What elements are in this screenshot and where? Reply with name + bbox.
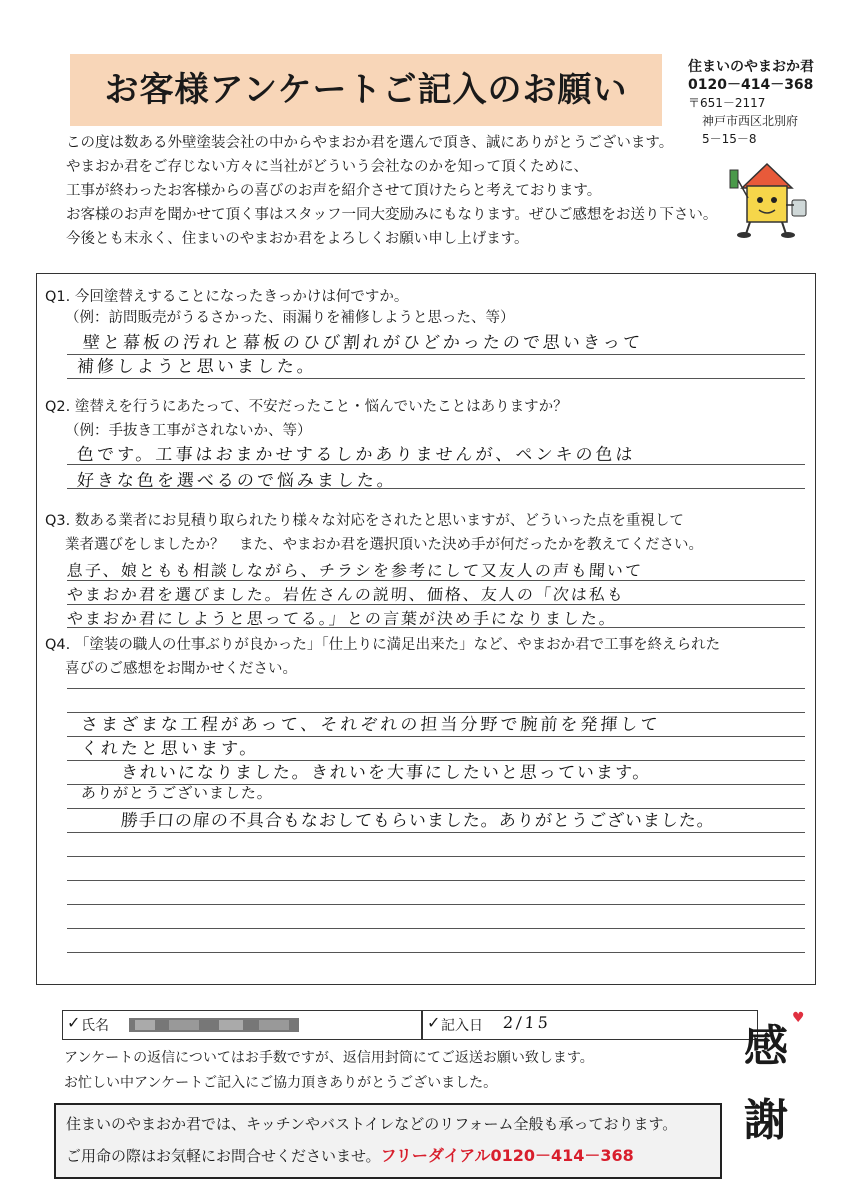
answer-3-line: やまおか君にしようと思ってる。」との言葉が決め手になりました。 <box>66 609 618 628</box>
footnote <box>64 1046 594 1096</box>
answer-line <box>67 928 805 929</box>
answer-1-line: 補修しようと思いました。 <box>76 357 318 377</box>
promo-line-2-text: ご用命の際はお気軽にお問合せくださいませ。 <box>66 1147 381 1165</box>
answer-line <box>67 378 805 379</box>
intro-line: やまおか君をご存じない方々に当社がどういう会社なのかを知って頂くために、 <box>66 159 588 175</box>
answer-4-line: 勝手口の扉の不具合もなおしてもらいました。ありがとうございました。 <box>120 811 716 831</box>
heart-icon: ♥ <box>792 1010 805 1026</box>
name-field <box>62 1010 422 1040</box>
answer-3-line: 息子、娘ともも相談しながら、チラシを参考にして又友人の声も聞いて <box>66 561 644 580</box>
company-address-1: 神戸市西区北別府 <box>702 114 799 128</box>
free-dial-phone[interactable]: フリーダイアル0120－414－368 <box>380 1146 634 1165</box>
answer-3-line: やまおか君を選びました。岩佐さんの説明、価格、友人の「次は私も <box>66 585 626 604</box>
question-1: Q1. 今回塗替えすることになったきっかけは何ですか。 <box>45 289 409 305</box>
redacted-name-icon <box>129 1016 299 1034</box>
title-banner <box>70 54 662 126</box>
question-1-example: （例：訪問販売がうるさかった、雨漏りを補修しようと思った、等） <box>65 310 515 326</box>
date-field <box>422 1010 758 1040</box>
company-info <box>688 58 814 148</box>
check-mark: ✓ <box>427 1013 441 1032</box>
company-phone: 0120－414－368 <box>688 77 814 93</box>
thanks-char-2: 謝 <box>744 1095 788 1146</box>
question-3: Q3. 数ある業者にお見積り取られたり様々な対応をされたと思いますが、どういった点を重視して <box>45 513 684 529</box>
answer-2-line: 好きな色を選べるので悩みました。 <box>76 471 398 491</box>
answer-2-line: 色です。工事はおまかせするしかありませんが、ペンキの色は <box>76 445 637 465</box>
answer-4-line: きれいになりました。きれいを大事にしたいと思っています。 <box>120 763 653 783</box>
intro-line: 今後とも末永く、住まいのやまおか君をよろしくお願い申し上げます。 <box>66 231 529 247</box>
question-4: Q4. 「塗装の職人の仕事ぶりが良かった」「仕上りに満足出来た」など、やまおか君で工事を終えられた <box>45 637 721 653</box>
date-value: 2/15 <box>502 1013 552 1032</box>
answer-4-line: さまざまな工程があって、それぞれの担当分野で腕前を発揮して <box>80 715 662 735</box>
footnote-line: お忙しい中アンケートご記入にご協力頂きありがとうございました。 <box>64 1075 498 1091</box>
question-2: Q2. 塗替えを行うにあたって、不安だったこと・悩んでいたことはありますか？ <box>45 399 568 415</box>
reform-promo-box <box>54 1103 722 1179</box>
answer-4-line: くれたと思います。 <box>80 739 261 759</box>
question-3-line-2: 業者選びをしましたか？ また、やまおか君を選択頂いた決め手が何だったかを教えてください。 <box>65 537 703 553</box>
answer-4-line: ありがとうございました。 <box>80 784 274 802</box>
promo-line-2 <box>66 1143 634 1166</box>
date-label: 記入日 <box>441 1018 483 1034</box>
footnote-line: アンケートの返信についてはお手数ですが、返信用封筒にてご返送お願い致します。 <box>64 1050 594 1066</box>
page-title: お客様アンケートご記入のお願い <box>104 70 628 110</box>
survey-form <box>36 273 816 985</box>
answer-line <box>67 880 805 881</box>
check-mark: ✓ <box>67 1013 81 1032</box>
intro-line: 工事が終わったお客様からの喜びのお声を紹介させて頂けたらと考えております。 <box>66 183 602 199</box>
answer-line <box>67 688 805 689</box>
answer-line <box>67 904 805 905</box>
answer-line <box>67 832 805 833</box>
answer-1-line: 壁と幕板の汚れと幕板のひび割れがひどかったので思いきって <box>82 333 644 353</box>
name-label: 氏名 <box>81 1018 109 1034</box>
company-name: 住まいのやまおか君 <box>688 59 814 75</box>
intro-text <box>66 131 718 251</box>
promo-line-1: 住まいのやまおか君では、キッチンやバストイレなどのリフォーム全般も承っております。 <box>66 1115 678 1133</box>
answer-line <box>67 952 805 953</box>
mascot-house-illustration <box>722 150 812 240</box>
intro-line: お客様のお声を聞かせて頂く事はスタッフ一同大変励みにもなります。ぜひご感想をお送り下さい。 <box>66 207 718 223</box>
intro-line: この度は数ある外壁塗装会社の中からやまおか君を選んで頂き、誠にありがとうございます。 <box>66 135 674 151</box>
thanks-char-1: 感 <box>744 1021 788 1072</box>
question-4-line-2: 喜びのご感想をお聞かせください。 <box>65 661 297 677</box>
company-postal: 〒651－2117 <box>688 96 766 110</box>
signature-row <box>56 1010 756 1040</box>
answer-line <box>67 856 805 857</box>
question-2-example: （例：手抜き工事がされないか、等） <box>65 423 312 439</box>
company-address-2: 5－15－8 <box>702 132 757 146</box>
